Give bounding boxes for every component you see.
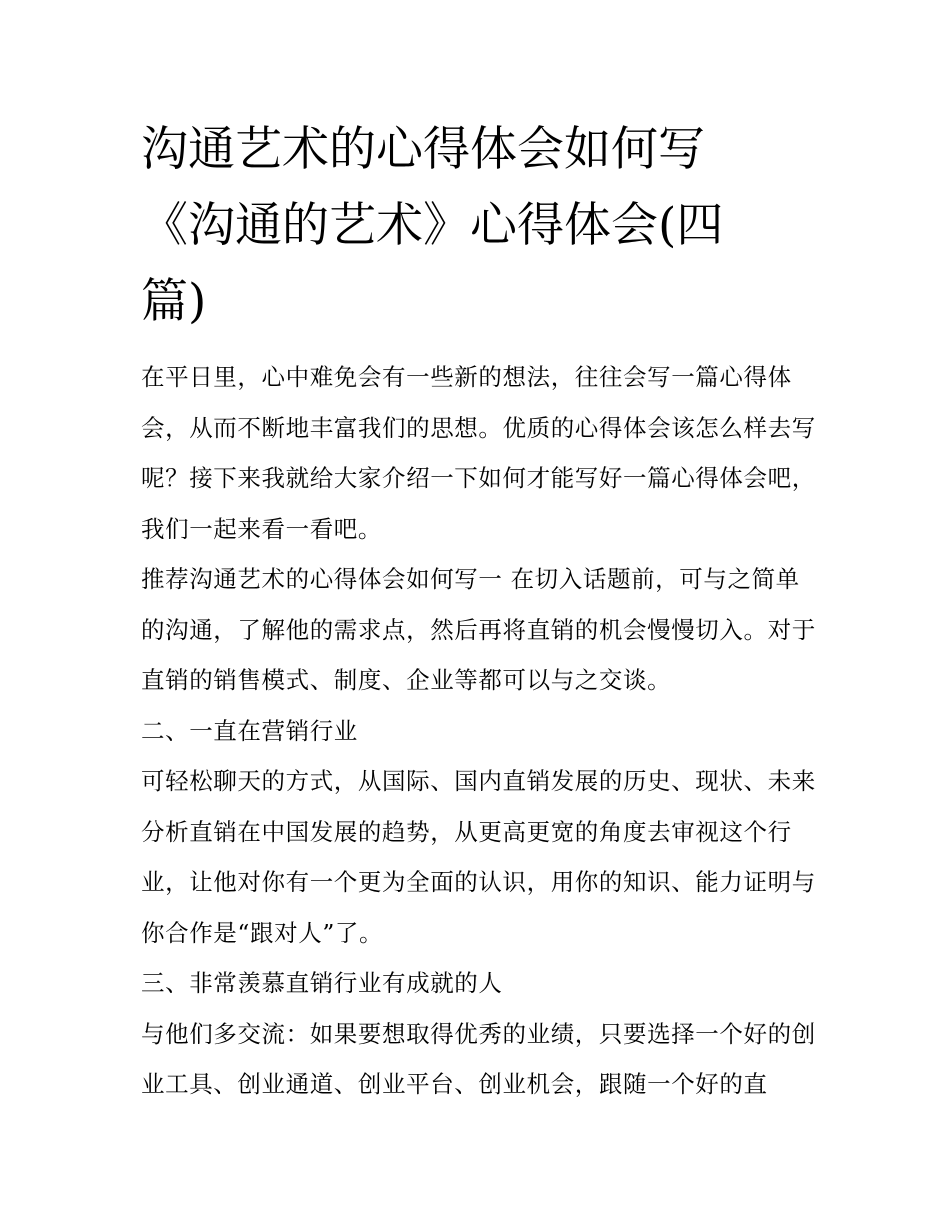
paragraph-intro: 在平日里，心中难免会有一些新的想法，往往会写一篇心得体会，从而不断地丰富我们的思想。优质的心得体会该怎么样去写呢？接下来我就给大家介绍一下如何才能写好一篇心得体会吧，我们一起来看一看吧。 bbox=[141, 363, 816, 543]
section-heading-3: 三、非常羡慕直销行业有成就的人 bbox=[141, 969, 503, 997]
document-body bbox=[141, 112, 821, 1110]
paragraph-section-3: 与他们多交流：如果要想取得优秀的业绩，只要选择一个好的创业工具、创业通道、创业平台、创业机会，跟随一个好的直 bbox=[141, 1019, 816, 1098]
title-line-3: 篇) bbox=[141, 274, 207, 329]
paragraph-recommend: 推荐沟通艺术的心得体会如何写一 在切入话题前，可与之简单的沟通，了解他的需求点，然后再将直销的机会慢慢切入。对于直销的销售模式、制度、企业等都可以与之交谈。 bbox=[141, 565, 816, 694]
title-line-2: 《沟通的艺术》心得体会(四 bbox=[141, 198, 724, 253]
paragraph-section-2: 可轻松聊天的方式，从国际、国内直销发展的历史、现状、未来分析直销在中国发展的趋势，从更高更宽的角度去审视这个行业，让他对你有一个更为全面的认识，用你的知识、能力证明与你合作是“跟对人”了。 bbox=[141, 767, 816, 947]
document-title bbox=[141, 112, 821, 340]
title-line-1: 沟通艺术的心得体会如何写 bbox=[141, 122, 705, 177]
section-heading-2: 二、一直在营销行业 bbox=[141, 716, 358, 745]
